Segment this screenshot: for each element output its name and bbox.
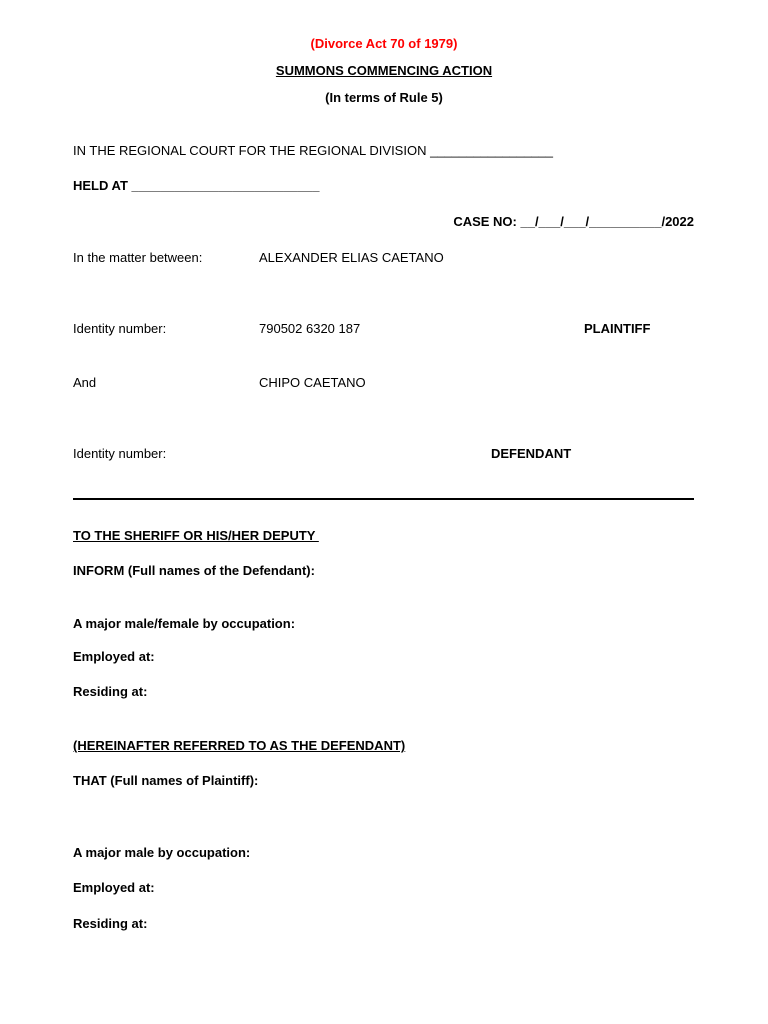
- defendant-name: CHIPO CAETANO: [259, 375, 366, 390]
- defendant-occupation: A major male/female by occupation:: [73, 616, 296, 631]
- sheriff-heading: TO THE SHERIFF OR HIS/HER DEPUTY: [73, 528, 319, 543]
- identity-label-defendant: Identity number:: [73, 446, 167, 461]
- that-plaintiff: THAT (Full names of Plaintiff):: [73, 773, 259, 788]
- held-at: HELD AT __________________________: [73, 178, 320, 193]
- plaintiff-residing: Residing at:: [73, 916, 148, 931]
- document-title: SUMMONS COMMENCING ACTION: [275, 63, 493, 78]
- rule-reference: (In terms of Rule 5): [325, 90, 443, 105]
- identity-label-plaintiff: Identity number:: [73, 321, 167, 336]
- plaintiff-role: PLAINTIFF: [584, 321, 651, 336]
- plaintiff-occupation: A major male by occupation:: [73, 845, 251, 860]
- defendant-role: DEFENDANT: [491, 446, 572, 461]
- plaintiff-id: 790502 6320 187: [259, 321, 361, 336]
- defendant-residing: Residing at:: [73, 684, 148, 699]
- matter-label: In the matter between:: [73, 250, 203, 265]
- case-number: CASE NO: __/___/___/__________/2022: [453, 214, 694, 229]
- hereinafter-defendant: (HEREINAFTER REFERRED TO AS THE DEFENDANT): [73, 738, 406, 753]
- and-label: And: [73, 375, 97, 390]
- plaintiff-employed: Employed at:: [73, 880, 155, 895]
- horizontal-rule: [73, 498, 694, 500]
- defendant-employed: Employed at:: [73, 649, 155, 664]
- court-line: IN THE REGIONAL COURT FOR THE REGIONAL DIVISION _________________: [73, 143, 553, 158]
- act-reference: (Divorce Act 70 of 1979): [310, 36, 458, 51]
- inform-defendant: INFORM (Full names of the Defendant):: [73, 563, 315, 578]
- plaintiff-name: ALEXANDER ELIAS CAETANO: [259, 250, 444, 265]
